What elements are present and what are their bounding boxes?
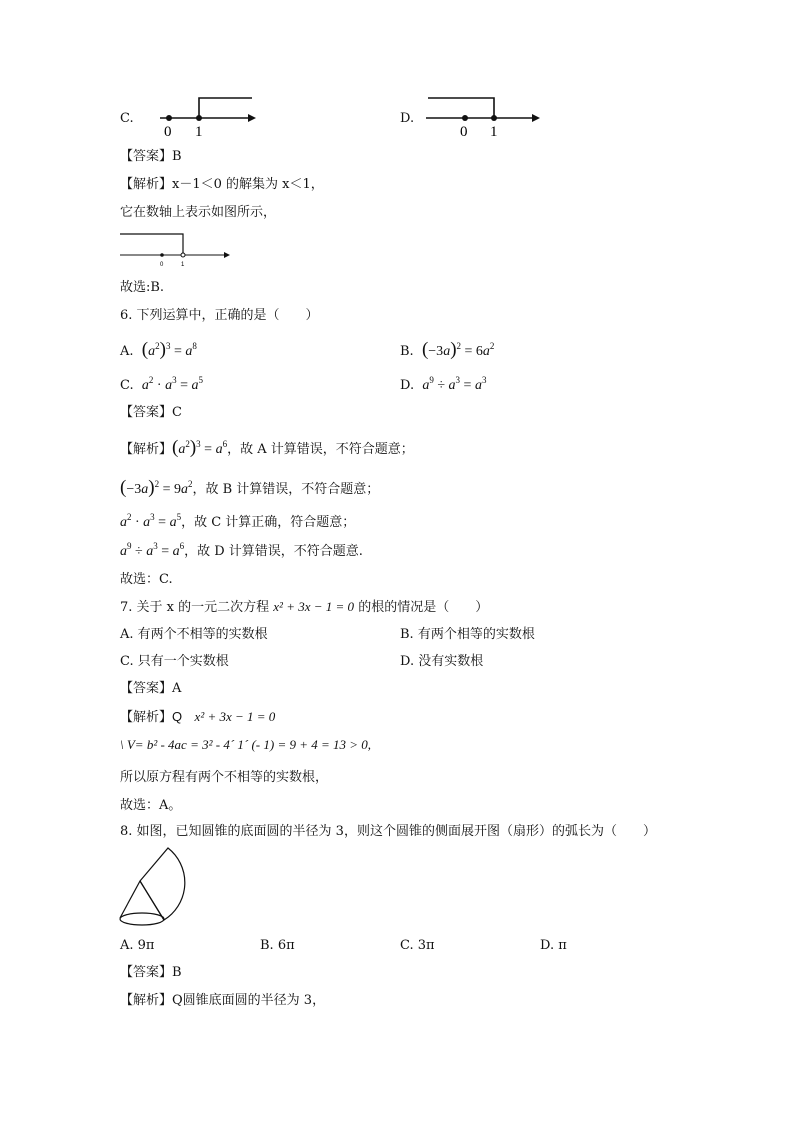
q5-analysis-line2: 它在数轴上表示如图所示，: [120, 205, 277, 220]
q5-conclusion: 故选:B.: [120, 280, 165, 295]
q7-option-b: B. 有两个相等的实数根: [400, 627, 535, 642]
point-one: [491, 115, 497, 121]
sector-unfold: [140, 848, 185, 920]
because-symbol: Q: [172, 709, 183, 724]
q6-analysis-c: $a^2 \cdot a^3 = a^5$，故 C 计算正确，符合题意；: [120, 512, 356, 530]
solution-ray: [428, 98, 494, 118]
q6-option-d: D. $a^9 \div a^3 = a^3$: [400, 375, 487, 393]
tick-label-zero: 0: [460, 124, 468, 140]
tick-label-zero: 0: [160, 262, 164, 268]
q8-option-c: C. 3π: [400, 938, 435, 953]
q7-discriminant: \ V= b² - 4ac = 3² - 4´ 1´ (- 1) = 9 + 4 = 13 > 0,: [120, 737, 372, 752]
point-one: [196, 115, 202, 121]
tick-label-one: 1: [490, 124, 498, 140]
number-line-solution: [120, 232, 234, 270]
q8-option-a: A. 9π: [120, 938, 155, 953]
point-zero: [166, 115, 172, 121]
solution-ray: [199, 98, 252, 118]
q7-option-c: C. 只有一个实数根: [120, 654, 229, 669]
point-one-open: [181, 253, 185, 257]
tick-label-one: 1: [195, 124, 203, 140]
q6-conclusion: 故选：C.: [120, 572, 173, 587]
cone-base: [120, 913, 164, 925]
q6-answer: 【答案】C: [120, 405, 182, 420]
q6-analysis-b: $(-3a)^2 = 9a^2$，故 B 计算错误，不符合题意；: [120, 477, 380, 498]
point-zero: [160, 253, 164, 257]
axis-arrow: [224, 252, 230, 258]
q8-analysis: 【解析】Q圆锥底面圆的半径为 3，: [120, 993, 326, 1008]
option-d-label: D.: [400, 111, 415, 126]
q7-answer: 【答案】A: [120, 681, 182, 696]
point-zero: [462, 115, 468, 121]
q7-option-d: D. 没有实数根: [400, 654, 484, 669]
axis-arrow: [532, 114, 540, 122]
q8-answer: 【答案】B: [120, 965, 182, 980]
number-line-option-d: [426, 94, 546, 140]
q5-answer: 【答案】B: [120, 149, 182, 164]
q6-stem: 6. 下列运算中，正确的是（ ）: [120, 308, 319, 323]
q8-option-b: B. 6π: [260, 938, 295, 953]
q8-stem: 8. 如图，已知圆锥的底面圆的半径为 3，则这个圆锥的侧面展开图（扇形）的弧长为（ ）: [120, 824, 656, 839]
q7-option-a: A. 有两个不相等的实数根: [120, 627, 268, 642]
solution-ray: [120, 234, 183, 255]
q7-analysis: 【解析】Q x² + 3x − 1 = 0: [120, 709, 276, 725]
cone-figure: [118, 846, 194, 930]
q7-conclusion2: 故选：A。: [120, 798, 182, 813]
number-line-option-c: [160, 94, 260, 140]
option-c-label: C.: [120, 111, 134, 126]
q6-analysis-d: $a^9 \div a^3 = a^6$，故 D 计算错误，不符合题意.: [120, 541, 363, 559]
q6-analysis-a: 【解析】$(a^2)^3 = a^6$，故 A 计算错误，不符合题意；: [120, 437, 414, 458]
q7-conclusion1: 所以原方程有两个不相等的实数根，: [120, 770, 329, 785]
q6-option-b: B. $(-3a)^2 = 6a^2$: [400, 339, 495, 360]
q7-stem: 7. 关于 x 的一元二次方程 x² + 3x − 1 = 0 的根的情况是（ ）: [120, 599, 489, 615]
q5-analysis: 【解析】x－1＜0 的解集为 x＜1，: [120, 177, 324, 192]
q8-option-d: D. π: [540, 938, 567, 953]
cone-side-left: [120, 881, 140, 918]
axis-arrow: [248, 114, 256, 122]
q6-option-c: C. $a^2 \cdot a^3 = a^5$: [120, 375, 203, 393]
tick-label-one: 1: [181, 262, 185, 268]
tick-label-zero: 0: [164, 124, 172, 140]
q6-option-a: A. $(a^2)^3 = a^8$: [120, 339, 197, 360]
